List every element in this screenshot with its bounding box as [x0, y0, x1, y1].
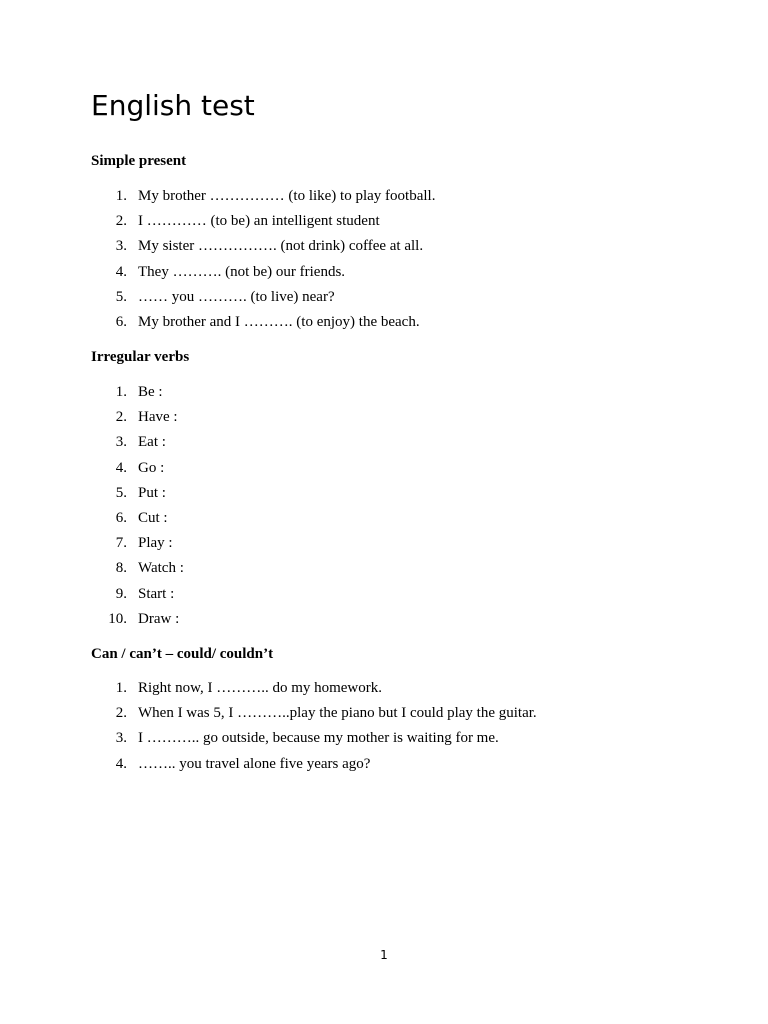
- item-text: Eat :: [138, 434, 166, 451]
- item-number: 3.: [115, 730, 127, 747]
- item-number: 3.: [115, 238, 127, 255]
- section-heading-can-could: Can / can’t – could/ couldn’t: [91, 646, 274, 662]
- item-text: I ……….. go outside, because my mother is waiting for me.: [138, 730, 499, 747]
- item-number: 4.: [115, 755, 127, 772]
- item-number: 2.: [115, 213, 127, 230]
- item-text: My sister ……………. (not drink) coffee at all.: [138, 238, 424, 255]
- document-title: English test: [91, 89, 255, 122]
- item-number: 6.: [115, 509, 127, 526]
- item-number: 9.: [115, 585, 127, 602]
- item-number: 1.: [115, 188, 127, 204]
- item-number: 2.: [115, 409, 127, 426]
- item-text: They ………. (not be) our friends.: [138, 263, 346, 280]
- item-text: …… you ………. (to live) near?: [138, 288, 335, 305]
- item-text: Go :: [138, 459, 165, 476]
- item-text: Play :: [138, 535, 173, 552]
- item-text: Cut :: [138, 509, 168, 526]
- item-text: My brother and I ………. (to enjoy) the beach.: [138, 313, 420, 330]
- item-text: Have :: [138, 409, 178, 426]
- item-number: 2.: [115, 705, 127, 722]
- item-number: 3.: [115, 434, 127, 451]
- item-number: 5.: [115, 288, 127, 305]
- item-number: 4.: [115, 459, 127, 476]
- item-text: I ………… (to be) an intelligent student: [138, 213, 380, 230]
- item-text: When I was 5, I ………..play the piano but I could play the guitar.: [138, 705, 537, 722]
- item-text: Draw :: [138, 610, 180, 627]
- item-text: Be :: [138, 384, 163, 400]
- section-heading-simple-present: Simple present: [91, 153, 187, 169]
- item-text: Watch :: [138, 560, 184, 577]
- item-number: 5.: [115, 484, 127, 501]
- item-number: 8.: [115, 560, 127, 577]
- item-text: Start :: [138, 585, 175, 602]
- section-heading-irregular-verbs: Irregular verbs: [91, 349, 190, 365]
- item-text: …….. you travel alone five years ago?: [138, 755, 371, 772]
- item-number: 7.: [115, 535, 127, 552]
- item-text: My brother …………… (to like) to play football.: [138, 188, 436, 204]
- item-number: 10.: [108, 610, 127, 627]
- page-number: 1: [380, 948, 388, 962]
- item-text: Put :: [138, 484, 166, 501]
- item-number: 6.: [115, 313, 127, 330]
- item-number: 1.: [115, 680, 127, 696]
- item-number: 4.: [115, 263, 127, 280]
- item-text: Right now, I ……….. do my homework.: [138, 680, 383, 696]
- item-number: 1.: [115, 384, 127, 400]
